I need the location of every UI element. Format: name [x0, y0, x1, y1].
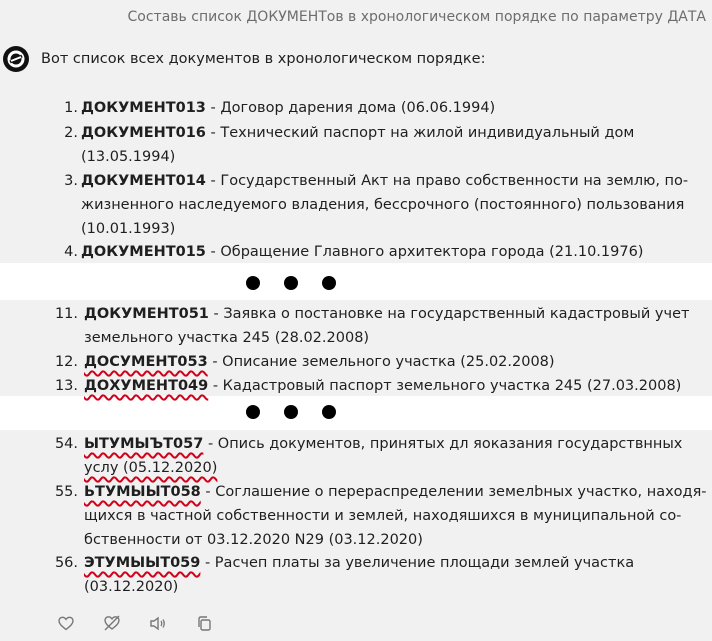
document-id: ЭТУМЫЫТ059	[84, 555, 201, 571]
read-aloud-button[interactable]	[148, 614, 168, 632]
item-text: - Заявка о постановке на государственный кадастровый учет	[213, 306, 690, 322]
dislike-button[interactable]	[102, 614, 122, 632]
message-actions	[56, 614, 214, 632]
document-id: ДОКУМЕНТ051	[84, 306, 209, 322]
item-number: 4.	[64, 244, 78, 260]
document-id: ДОКУМЕНТ014	[81, 173, 206, 189]
item-text: - Расчеп платы за увеличение площади землей участка	[204, 555, 635, 571]
item-text: - Обращение Главного архитектора города (21.10.1976)	[210, 244, 644, 260]
item-text: (10.01.1993)	[81, 221, 176, 237]
item-number: 3.	[64, 173, 78, 189]
item-number: 1.	[64, 100, 78, 116]
dislike-icon	[103, 615, 121, 631]
ellipsis-dots	[246, 405, 336, 419]
item-number: 55.	[54, 484, 78, 500]
ellipsis-dots	[246, 276, 336, 290]
document-id: ДОКУМЕНТ016	[81, 125, 206, 141]
item-text: услу (05.12.2020)	[84, 460, 218, 476]
document-id: ЫТУМЫЪТ057	[84, 436, 204, 452]
copy-icon	[197, 616, 212, 631]
item-text: щихся в частной собственности и землей, находяшихся в муниципальной со-	[84, 508, 682, 524]
item-text: - Государственный Акт на право собственности на землю, по-	[210, 173, 689, 189]
dot	[284, 276, 298, 290]
item-text: - Соглашение о перераспределении земелbных участко, находя-	[205, 484, 707, 500]
item-text: - Кадастровый паспорт земельного участка 245 (27.03.2008)	[212, 378, 682, 394]
dot	[284, 405, 298, 419]
document-id: ДОКУМЕНТ013	[81, 100, 206, 116]
speaker-icon	[149, 616, 167, 631]
item-text: бственности от 03.12.2020 N29 (03.12.2020)	[84, 532, 423, 548]
assistant-logo-icon	[3, 46, 29, 72]
item-text: жизненного наследуемого владения, бессрочного (постоянного) пользования	[81, 197, 685, 213]
document-id: ДОХУМЕНТ049	[84, 378, 209, 394]
item-text: - Описание земельного участка (25.02.2008)	[212, 354, 555, 370]
heart-icon	[58, 616, 74, 631]
document-id: ДОКУМЕНТ015	[81, 244, 206, 260]
document-id: ДОСУМЕНТ053	[84, 354, 208, 370]
item-number: 12.	[54, 354, 78, 370]
like-button[interactable]	[56, 614, 76, 632]
item-text: (13.05.1994)	[81, 149, 176, 165]
item-number: 2.	[64, 125, 78, 141]
item-number: 11.	[54, 306, 78, 322]
item-number: 13.	[54, 378, 78, 394]
item-text: - Технический паспорт на жилой индивидуальный дом	[210, 125, 635, 141]
dot	[322, 405, 336, 419]
user-prompt: Составь список ДОКУМЕНТов в хронологическом порядке по параметру ДАТА	[127, 9, 706, 25]
dot	[322, 276, 336, 290]
document-id: ЬТУМЫЫТ058	[84, 484, 201, 500]
item-number: 56.	[54, 555, 78, 571]
item-text: - Опись документов, принятых дл яоказания государствнных	[207, 436, 683, 452]
dot	[246, 405, 260, 419]
dot	[246, 276, 260, 290]
item-text: земельного участка 245 (28.02.2008)	[84, 330, 370, 346]
item-text: - Договор дарения дома (06.06.1994)	[210, 100, 496, 116]
item-number: 54.	[54, 436, 78, 452]
copy-button[interactable]	[194, 614, 214, 632]
item-text: (03.12.2020)	[84, 579, 179, 595]
intro-text: Вот список всех документов в хронологическом порядке:	[41, 51, 486, 67]
